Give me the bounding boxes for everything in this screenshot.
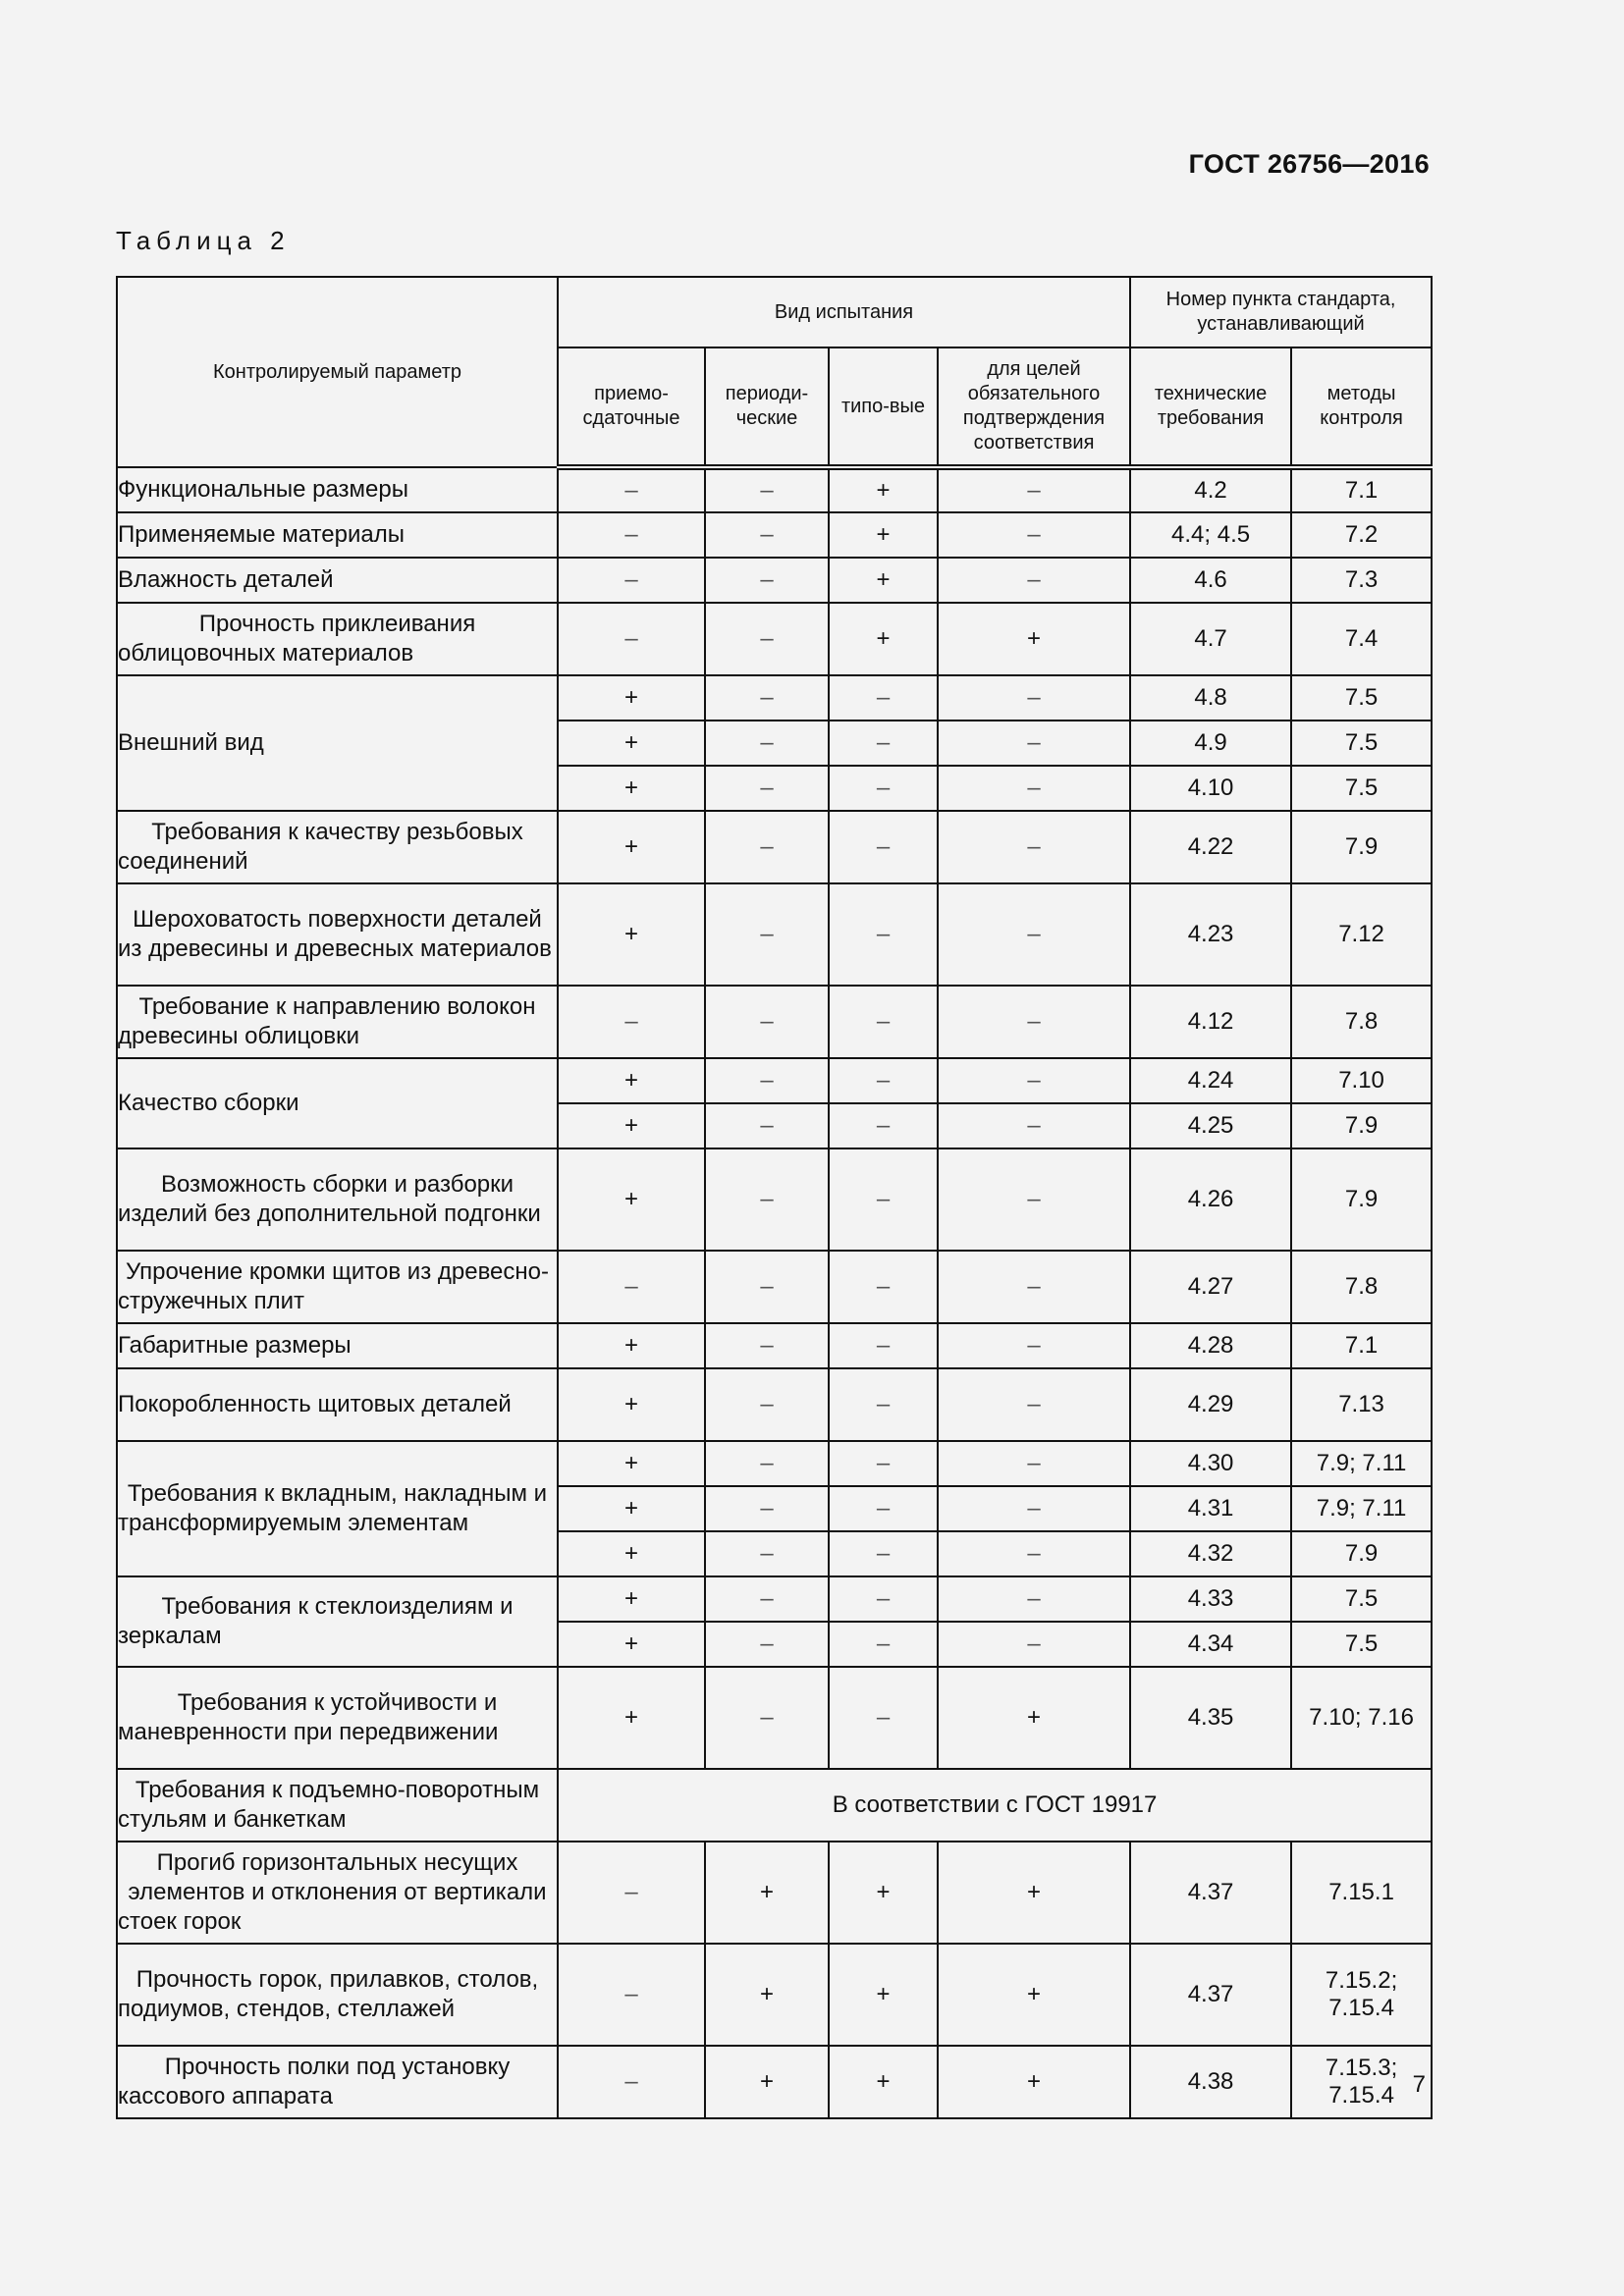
type-cell: + [829,603,938,675]
periodic-cell: + [705,1842,829,1944]
methods-cell: 7.8 [1291,1251,1432,1323]
tech-req-cell: 4.26 [1130,1148,1291,1251]
conformity-cell: – [938,986,1130,1058]
header-tech-requirements: технические требования [1130,347,1291,467]
periodic-cell: – [705,1622,829,1667]
table-row [117,1576,1432,1622]
parameter-cell: Требования к вкладным, накладным и трансформируемым элементам [117,1441,558,1576]
parameter-cell: Габаритные размеры [117,1323,558,1368]
parameter-cell: Прогиб горизонтальных несущих элементов и отклонения от вертикали стоек горок [117,1842,558,1944]
tech-req-cell: 4.4; 4.5 [1130,512,1291,558]
acceptance-cell: – [558,2046,705,2118]
acceptance-cell: + [558,1148,705,1251]
periodic-cell: – [705,1323,829,1368]
header-standard-item: Номер пункта стандарта, устанавливающий [1130,277,1432,347]
acceptance-cell: + [558,1531,705,1576]
tech-req-cell: 4.7 [1130,603,1291,675]
periodic-cell: – [705,675,829,721]
type-cell: – [829,675,938,721]
type-cell: – [829,1622,938,1667]
periodic-cell: – [705,512,829,558]
tech-req-cell: 4.38 [1130,2046,1291,2118]
table-row [117,1441,1432,1486]
periodic-cell: – [705,1441,829,1486]
methods-cell: 7.13 [1291,1368,1432,1441]
conformity-cell: – [938,883,1130,986]
type-cell: + [829,1842,938,1944]
parameter-cell: Покоробленность щитовых деталей [117,1368,558,1441]
table-row [117,1323,1432,1368]
periodic-cell: – [705,883,829,986]
acceptance-cell: + [558,1368,705,1441]
type-cell: – [829,1251,938,1323]
parameter-cell: Требования к устойчивости и маневренности при передвижении [117,1667,558,1769]
tech-req-cell: 4.35 [1130,1667,1291,1769]
type-cell: – [829,721,938,766]
table-row [117,1842,1432,1944]
conformity-cell: – [938,721,1130,766]
methods-cell: 7.5 [1291,721,1432,766]
tech-req-cell: 4.22 [1130,811,1291,883]
parameter-cell: Требование к направлению волокон древесины облицовки [117,986,558,1058]
tech-req-cell: 4.30 [1130,1441,1291,1486]
table-row [117,1058,1432,1103]
table-row [117,1944,1432,2046]
parameter-cell: Требования к качеству резьбовых соединений [117,811,558,883]
methods-cell: 7.9; 7.11 [1291,1441,1432,1486]
header-acceptance: приемо-сдаточные [558,347,705,467]
conformity-cell: + [938,603,1130,675]
table-row [117,1251,1432,1323]
tech-req-cell: 4.37 [1130,1842,1291,1944]
type-cell: – [829,1441,938,1486]
conformity-cell: – [938,1576,1130,1622]
type-cell: – [829,1368,938,1441]
periodic-cell: + [705,2046,829,2118]
parameter-cell: Шероховатость поверхности деталей из древесины и древесных материалов [117,883,558,986]
tech-req-cell: 4.9 [1130,721,1291,766]
header-test-type: Вид испытания [558,277,1130,347]
table-row [117,1667,1432,1769]
table-row [117,467,1432,512]
tech-req-cell: 4.12 [1130,986,1291,1058]
acceptance-cell: – [558,1842,705,1944]
tech-req-cell: 4.23 [1130,883,1291,986]
methods-cell: 7.10; 7.16 [1291,1667,1432,1769]
parameter-cell: Прочность полки под установку кассового аппарата [117,2046,558,2118]
periodic-cell: – [705,1058,829,1103]
conformity-cell: + [938,1944,1130,2046]
conformity-cell: – [938,811,1130,883]
periodic-cell: – [705,1576,829,1622]
type-cell: – [829,1323,938,1368]
methods-cell: 7.1 [1291,467,1432,512]
methods-cell: 7.4 [1291,603,1432,675]
acceptance-cell: + [558,1441,705,1486]
methods-cell: 7.2 [1291,512,1432,558]
type-cell: + [829,2046,938,2118]
periodic-cell: – [705,467,829,512]
document-code: ГОСТ 26756—2016 [1188,149,1430,179]
table-head [117,277,1432,467]
conformity-cell: – [938,512,1130,558]
header-param: Контролируемый параметр [117,277,558,467]
acceptance-cell: + [558,1486,705,1531]
methods-cell: 7.9; 7.11 [1291,1486,1432,1531]
conformity-cell: – [938,766,1130,811]
methods-cell: 7.10 [1291,1058,1432,1103]
conformity-cell: – [938,1103,1130,1148]
tech-req-cell: 4.27 [1130,1251,1291,1323]
methods-cell: 7.5 [1291,1576,1432,1622]
tech-req-cell: 4.8 [1130,675,1291,721]
acceptance-cell: – [558,1251,705,1323]
parameter-cell: Качество сборки [117,1058,558,1148]
periodic-cell: – [705,766,829,811]
type-cell: – [829,1058,938,1103]
acceptance-cell: + [558,1103,705,1148]
periodic-cell: – [705,1103,829,1148]
methods-cell: 7.15.2; 7.15.4 [1291,1944,1432,2046]
tech-req-cell: 4.28 [1130,1323,1291,1368]
type-cell: – [829,883,938,986]
table-row [117,675,1432,721]
type-cell: – [829,986,938,1058]
header-control-methods: методы контроля [1291,347,1432,467]
acceptance-cell: – [558,467,705,512]
conformity-cell: – [938,1058,1130,1103]
methods-cell: 7.12 [1291,883,1432,986]
conformity-cell: + [938,1842,1130,1944]
methods-cell: 7.15.3; 7.15.4 [1291,2046,1432,2118]
parameter-cell: Функциональные размеры [117,467,558,512]
type-cell: – [829,766,938,811]
periodic-cell: – [705,603,829,675]
periodic-cell: – [705,1148,829,1251]
acceptance-cell: + [558,1667,705,1769]
conformity-cell: + [938,1667,1130,1769]
periodic-cell: – [705,1368,829,1441]
tech-req-cell: 4.29 [1130,1368,1291,1441]
methods-cell: 7.5 [1291,675,1432,721]
table-row [117,603,1432,675]
type-cell: – [829,1667,938,1769]
methods-cell: 7.9 [1291,1531,1432,1576]
acceptance-cell: – [558,558,705,603]
type-cell: – [829,1148,938,1251]
acceptance-cell: + [558,811,705,883]
tech-req-cell: 4.24 [1130,1058,1291,1103]
type-cell: + [829,1944,938,2046]
periodic-cell: – [705,1486,829,1531]
table-row [117,2046,1432,2118]
type-cell: – [829,1531,938,1576]
conformity-cell: – [938,1148,1130,1251]
methods-cell: 7.9 [1291,811,1432,883]
page-number: 7 [1412,2071,1426,2098]
type-cell: – [829,811,938,883]
table-row [117,558,1432,603]
test-table [116,276,1433,2119]
conformity-cell: – [938,558,1130,603]
periodic-cell: – [705,811,829,883]
type-cell: – [829,1576,938,1622]
acceptance-cell: – [558,512,705,558]
header-periodic: периоди-ческие [705,347,829,467]
acceptance-cell: + [558,766,705,811]
tech-req-cell: 4.32 [1130,1531,1291,1576]
parameter-cell: Применяемые материалы [117,512,558,558]
acceptance-cell: + [558,675,705,721]
header-type: типо-вые [829,347,938,467]
parameter-cell: Прочность приклеивания облицовочных материалов [117,603,558,675]
table-row [117,1769,1432,1842]
periodic-cell: – [705,558,829,603]
tech-req-cell: 4.34 [1130,1622,1291,1667]
acceptance-cell: – [558,603,705,675]
table-body [117,467,1432,2118]
periodic-cell: – [705,1667,829,1769]
periodic-cell: – [705,1251,829,1323]
table-row [117,986,1432,1058]
parameter-cell: Возможность сборки и разборки изделий без дополнительной подгонки [117,1148,558,1251]
tech-req-cell: 4.10 [1130,766,1291,811]
conformity-cell: – [938,1323,1130,1368]
tech-req-cell: 4.31 [1130,1486,1291,1531]
parameter-cell: Требования к стеклоизделиям и зеркалам [117,1576,558,1667]
conformity-cell: – [938,467,1130,512]
tech-req-cell: 4.2 [1130,467,1291,512]
methods-cell: 7.3 [1291,558,1432,603]
acceptance-cell: – [558,986,705,1058]
tech-req-cell: 4.33 [1130,1576,1291,1622]
conformity-cell: – [938,1368,1130,1441]
type-cell: – [829,1486,938,1531]
parameter-cell: Внешний вид [117,675,558,811]
acceptance-cell: + [558,721,705,766]
type-cell: + [829,558,938,603]
acceptance-cell: + [558,883,705,986]
methods-cell: 7.5 [1291,1622,1432,1667]
parameter-cell: Влажность деталей [117,558,558,603]
table-row [117,1148,1432,1251]
acceptance-cell: + [558,1323,705,1368]
table-caption: Таблица 2 [116,226,291,255]
table-row [117,811,1432,883]
conformity-cell: – [938,1251,1130,1323]
reference-cell: В соответствии с ГОСТ 19917 [558,1769,1432,1842]
table-row [117,883,1432,986]
parameter-cell: Требования к подъемно-поворотным стульям и банкеткам [117,1769,558,1842]
tech-req-cell: 4.6 [1130,558,1291,603]
methods-cell: 7.5 [1291,766,1432,811]
parameter-cell: Прочность горок, прилавков, столов, подиумов, стендов, стеллажей [117,1944,558,2046]
header-conformity: для целей обязательного подтверждения соответствия [938,347,1130,467]
periodic-cell: – [705,1531,829,1576]
table-row [117,1368,1432,1441]
type-cell: – [829,1103,938,1148]
acceptance-cell: + [558,1058,705,1103]
conformity-cell: – [938,675,1130,721]
periodic-cell: – [705,721,829,766]
acceptance-cell: + [558,1622,705,1667]
conformity-cell: – [938,1622,1130,1667]
methods-cell: 7.9 [1291,1103,1432,1148]
tech-req-cell: 4.25 [1130,1103,1291,1148]
conformity-cell: + [938,2046,1130,2118]
acceptance-cell: – [558,1944,705,2046]
acceptance-cell: + [558,1576,705,1622]
methods-cell: 7.8 [1291,986,1432,1058]
conformity-cell: – [938,1486,1130,1531]
methods-cell: 7.15.1 [1291,1842,1432,1944]
periodic-cell: – [705,986,829,1058]
tech-req-cell: 4.37 [1130,1944,1291,2046]
table-row [117,512,1432,558]
conformity-cell: – [938,1441,1130,1486]
type-cell: + [829,467,938,512]
type-cell: + [829,512,938,558]
methods-cell: 7.1 [1291,1323,1432,1368]
periodic-cell: + [705,1944,829,2046]
methods-cell: 7.9 [1291,1148,1432,1251]
conformity-cell: – [938,1531,1130,1576]
parameter-cell: Упрочение кромки щитов из древесно-стружечных плит [117,1251,558,1323]
